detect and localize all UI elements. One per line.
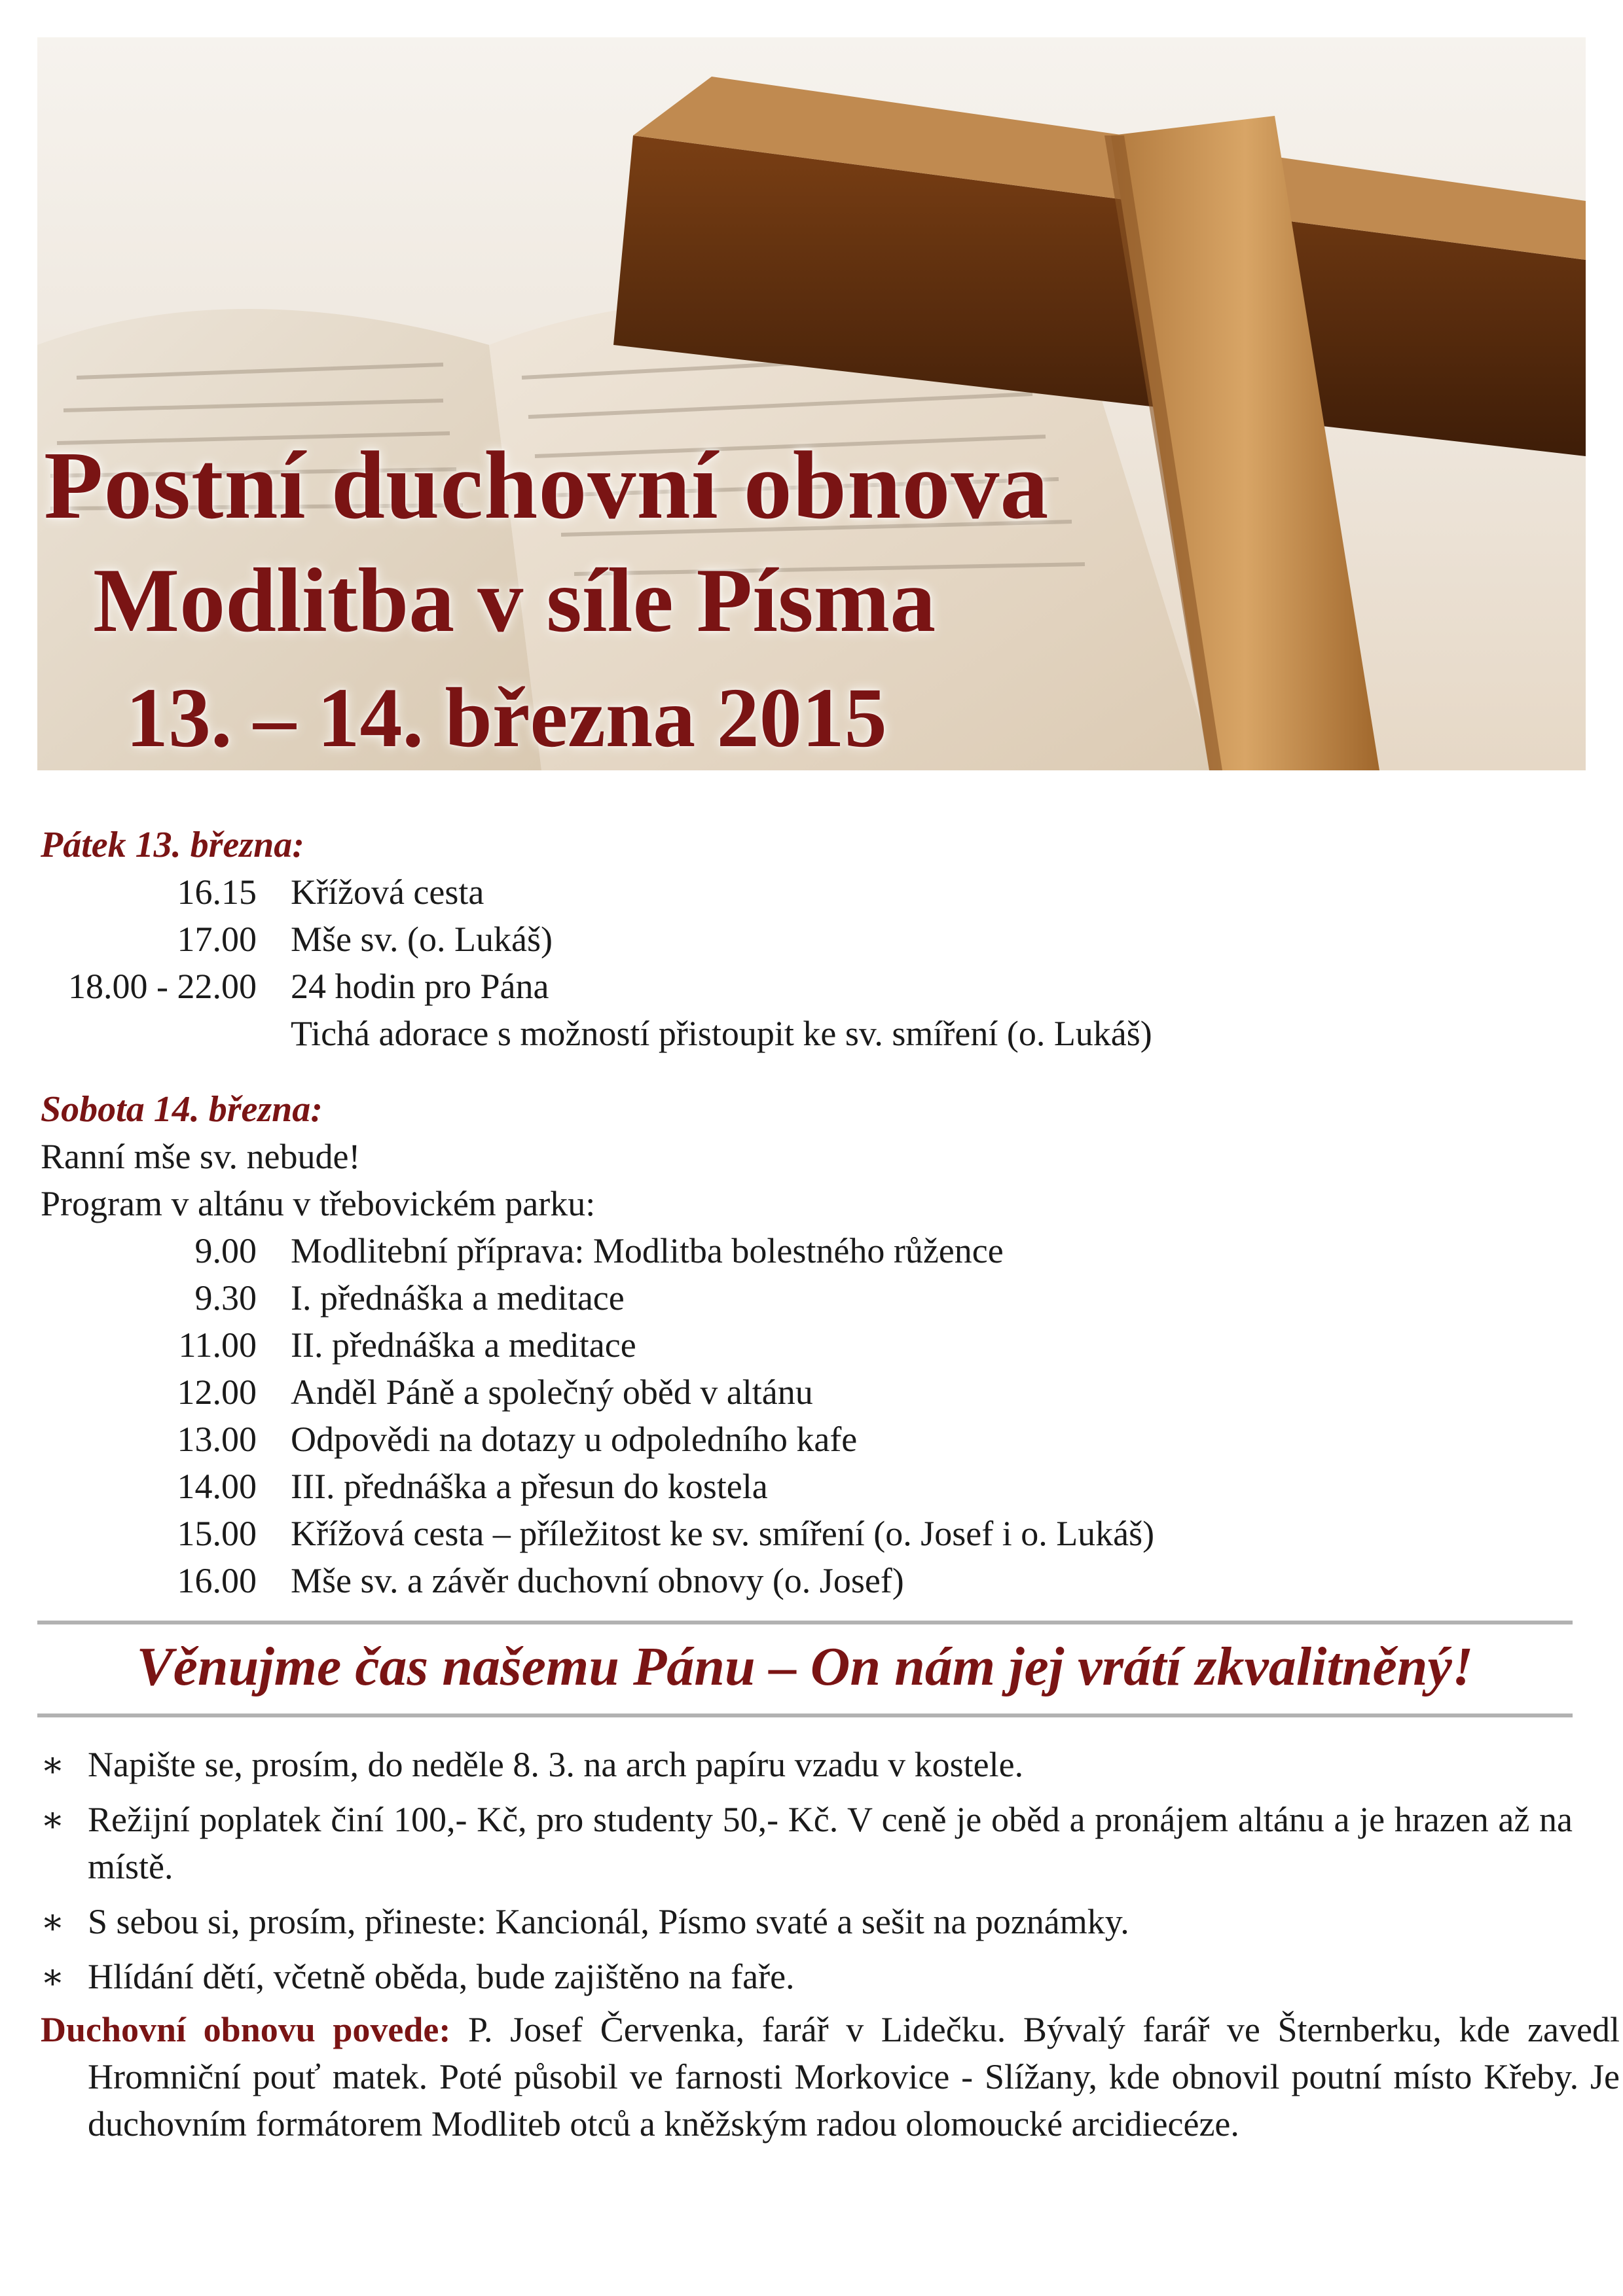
schedule-row: [41, 1557, 1586, 1604]
note-text: Hlídání dětí, včetně oběda, bude zajištěno na faře.: [88, 1957, 795, 1996]
schedule-text: II. přednáška a meditace: [291, 1325, 636, 1365]
schedule-text: Anděl Páně a společný oběd v altánu: [291, 1372, 813, 1412]
schedule-time: 18.00 - 22.00: [68, 967, 257, 1006]
schedule-row: [41, 1369, 1586, 1416]
schedule-text: Mše sv. (o. Lukáš): [291, 920, 553, 959]
header-banner: [37, 37, 1586, 770]
schedule-text: I. přednáška a meditace: [291, 1278, 625, 1318]
schedule-row: [41, 1510, 1586, 1557]
list-item: [41, 1898, 1573, 1945]
saturday-note: Ranní mše sv. nebude!: [41, 1137, 361, 1176]
title-line-1: Postní duchovní obnova: [44, 432, 1049, 539]
schedule-row: [41, 916, 1586, 963]
leader-text: P. Josef Červenka, farář v Lidečku. Bývalý farář ve Šternberku, kde zavedl Hromniční pouť matek. Poté působil ve farnosti Morkovice - Slížany, kde obnovil poutní místo Křeby. Je duchovním formátorem Modliteb otců a kněžským radou olomoucké arcidiecéze.: [88, 2010, 1620, 2144]
note-text: Režijní poplatek činí 100,- Kč, pro studenty 50,- Kč. V ceně je oběd a pronájem altánu a je hrazen až na místě.: [88, 1800, 1573, 1886]
list-item: [41, 1953, 1573, 2000]
asterisk-bullet-icon: ∗: [41, 1800, 65, 1839]
schedule-time: 17.00: [177, 920, 257, 959]
friday-heading: Pátek 13. března:: [41, 825, 304, 865]
asterisk-bullet-icon: ∗: [41, 1745, 65, 1784]
schedule-row: [41, 1463, 1586, 1510]
asterisk-bullet-icon: ∗: [41, 1902, 65, 1941]
retreat-leader-info: [41, 2006, 1620, 2147]
schedule-text: 24 hodin pro Pána: [291, 967, 549, 1006]
divider-bottom: [37, 1713, 1573, 1717]
bible-and-cross-image: [37, 37, 1586, 770]
schedule-row: [41, 869, 1586, 916]
asterisk-bullet-icon: ∗: [41, 1957, 65, 1996]
schedule-time: 9.30: [194, 1278, 257, 1318]
schedule-time: [41, 1010, 291, 1057]
schedule-time: 16.15: [177, 872, 257, 912]
schedule: [41, 821, 1586, 1604]
schedule-text: Křížová cesta – příležitost ke sv. smíření (o. Josef i o. Lukáš): [291, 1514, 1155, 1553]
schedule-row: [41, 1227, 1586, 1274]
notes-list: [41, 1741, 1573, 2008]
schedule-time: 15.00: [177, 1514, 257, 1553]
note-text: Napište se, prosím, do neděle 8. 3. na arch papíru vzadu v kostele.: [88, 1745, 1024, 1784]
schedule-text: Tichá adorace s možností přistoupit ke sv. smíření (o. Lukáš): [291, 1014, 1152, 1053]
title-line-2: Modlitba v síle Písma: [93, 550, 936, 651]
schedule-text: Modlitební příprava: Modlitba bolestného růžence: [291, 1231, 1004, 1270]
title-line-3-dates: 13. – 14. března 2015: [126, 671, 887, 765]
schedule-row: [41, 1010, 1586, 1057]
schedule-time: 14.00: [177, 1467, 257, 1506]
list-item: [41, 1796, 1573, 1890]
saturday-program-intro: Program v altánu v třebovickém parku:: [41, 1184, 596, 1223]
schedule-time: 11.00: [178, 1325, 257, 1365]
schedule-row: [41, 963, 1586, 1010]
schedule-row: [41, 1416, 1586, 1463]
leader-label: Duchovní obnovu povede:: [41, 2010, 451, 2049]
schedule-time: 13.00: [177, 1420, 257, 1459]
schedule-text: III. přednáška a přesun do kostela: [291, 1467, 768, 1506]
schedule-text: Mše sv. a závěr duchovní obnovy (o. Josef): [291, 1561, 904, 1600]
saturday-heading: Sobota 14. března:: [41, 1089, 323, 1130]
schedule-row: [41, 1274, 1586, 1321]
divider-top: [37, 1621, 1573, 1624]
motto: Věnujme čas našemu Pánu – On nám jej vrátí zkvalitněný!: [136, 1636, 1474, 1697]
schedule-text: Odpovědi na dotazy u odpoledního kafe: [291, 1420, 858, 1459]
schedule-time: 9.00: [194, 1231, 257, 1270]
list-item: [41, 1741, 1573, 1788]
schedule-text: Křížová cesta: [291, 872, 484, 912]
schedule-time: 16.00: [177, 1561, 257, 1600]
schedule-time: 12.00: [177, 1372, 257, 1412]
note-text: S sebou si, prosím, přineste: Kancionál, Písmo svaté a sešit na poznámky.: [88, 1902, 1129, 1941]
schedule-row: [41, 1321, 1586, 1369]
